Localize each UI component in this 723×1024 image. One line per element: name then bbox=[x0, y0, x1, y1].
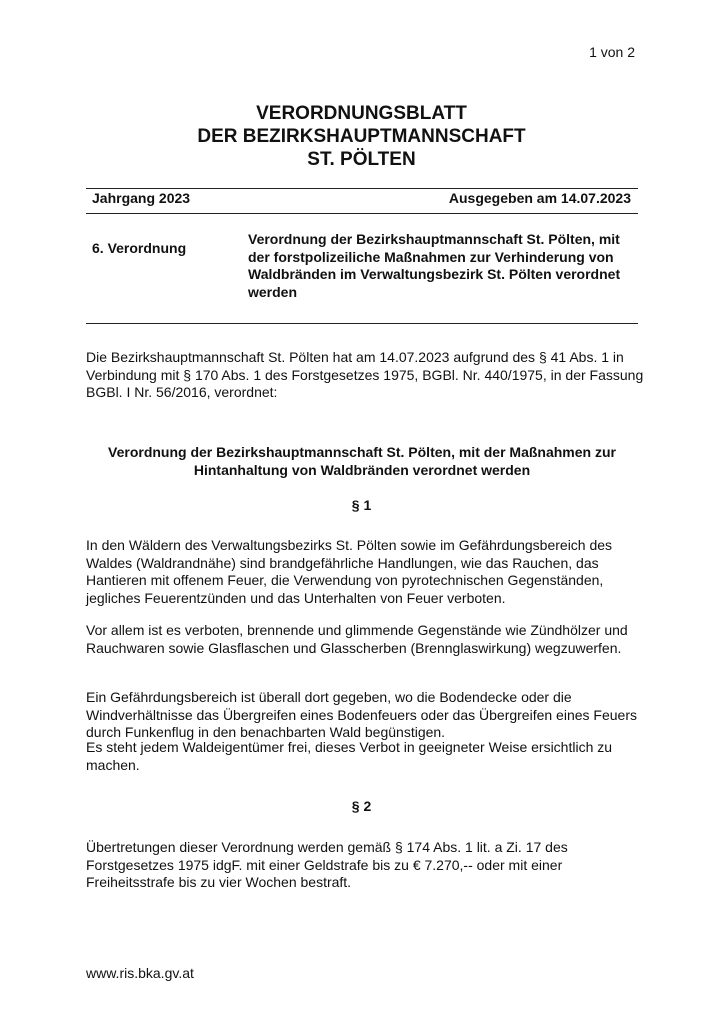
section-1-symbol: § 1 bbox=[351, 497, 372, 513]
main-heading: Verordnung der Bezirkshauptmannschaft St. Pölten, mit der Maßnahmen zur Hintanhaltung von Waldbränden verordnet werden bbox=[108, 444, 616, 478]
title-line-3: ST. PÖLTEN bbox=[307, 149, 416, 170]
section-1-paragraph-4: Es steht jedem Waldeigentümer frei, dieses Verbot in geeigneter Weise ersichtlich zu machen. bbox=[86, 739, 613, 773]
divider-bottom bbox=[86, 323, 638, 324]
title-line-1: VERORDNUNGSBLATT bbox=[256, 103, 467, 124]
verordnung-number: 6. Verordnung bbox=[92, 240, 187, 256]
section-1-paragraph-3: Ein Gefährdungsbereich ist überall dort gegeben, wo die Bodendecke oder die Windverhältnisse das Übergreifen eines Bodenfeuers oder das Übergreifen eines Feuers durch Funkenflug in den benachbarten Wald begünstigen. bbox=[86, 689, 637, 740]
verordnung-title: Verordnung der Bezirkshauptmannschaft St. Pölten, mit der forstpolizeiliche Maßnahmen zur Verhinderung von Waldbränden im Verwaltungsbezirk St. Pölten verordnet werden bbox=[248, 231, 621, 300]
jahrgang: Jahrgang 2023 bbox=[92, 190, 191, 206]
intro-paragraph: Die Bezirkshauptmannschaft St. Pölten hat am 14.07.2023 aufgrund des § 41 Abs. 1 in Verbindung mit § 170 Abs. 1 des Forstgesetzes 1975, BGBl. Nr. 440/1975, in der Fassung BGBl. I Nr. 56/2016, verordnet: bbox=[86, 349, 644, 400]
footer-url[interactable]: www.ris.bka.gv.at bbox=[86, 965, 194, 981]
section-1-paragraph-2: Vor allem ist es verboten, brennende und glimmende Gegenstände wie Zündhölzer und Rauchwaren sowie Glasflaschen und Glasscherben (Brennglaswirkung) wegzuwerfen. bbox=[86, 622, 628, 656]
divider-top bbox=[86, 188, 638, 189]
section-2-paragraph-1: Übertretungen dieser Verordnung werden gemäß § 174 Abs. 1 lit. a Zi. 17 des Forstgesetzes 1975 idgF. mit einer Geldstrafe bis zu € 7.270,-- oder mit einer Freiheitsstrafe bis zu vier Wochen bestraft. bbox=[86, 839, 568, 890]
page-number: 1 von 2 bbox=[589, 44, 635, 60]
title-line-2: DER BEZIRKSHAUPTMANNSCHAFT bbox=[197, 126, 526, 147]
divider-meta bbox=[86, 213, 638, 214]
issue-date: Ausgegeben am 14.07.2023 bbox=[448, 190, 631, 206]
section-1-paragraph-1: In den Wäldern des Verwaltungsbezirks St. Pölten sowie im Gefährdungsbereich des Waldes (Waldrandnähe) sind brandgefährliche Handlungen, wie das Rauchen, das Hantieren mit offenem Feuer, die Verwendung von pyrotechnischen Gegenständen, jegliches Feuerentzünden und das Unterhalten von Feuer verboten. bbox=[86, 537, 613, 606]
section-2-symbol: § 2 bbox=[351, 798, 372, 814]
